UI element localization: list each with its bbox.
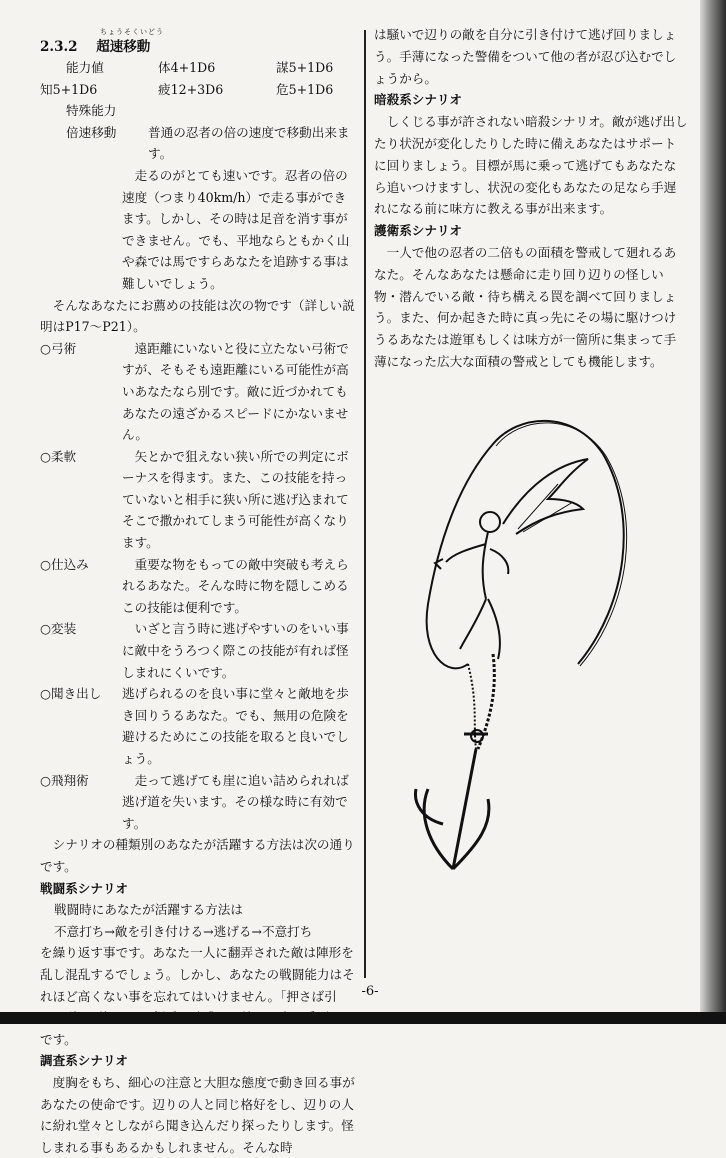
- skill-entry: [40, 446, 358, 554]
- investigation-body: 度胸をもち、細心の注意と大胆な態度で動き回る事があなたの使命です。辺りの人と同じ格好をし、辺りの人に紛れ堂々としながら聞き込んだり探ったりします。怪しまれる事もあるかもしれません。そんな時: [40, 1074, 355, 1155]
- combat-heading: 戦闘系シナリオ: [40, 880, 129, 896]
- ability-description: 走るのがとても速いです。忍者の倍の速度（つまり40km/h）で走る事ができます。しかし、その時は足音を消す事ができません。でも、平地ならともかく山や森では馬ですらあなたを追跡する事は難しいでしょう。: [122, 167, 350, 291]
- stat-cell: 能力値: [66, 60, 104, 75]
- section-number: 2.3.2: [40, 39, 78, 55]
- stat-cell: 危5+1D6: [276, 81, 334, 97]
- skill-text: 遠距離にいないと役に立たない弓術ですが、そもそも遠距離にいる可能性が高いあなたなら別です。敵に近づかれてもあなたの遠ざかるスピードにかないません。: [122, 340, 349, 443]
- guard-heading: 護衛系シナリオ: [374, 223, 463, 239]
- stat-cell: 知5+1D6: [40, 81, 98, 97]
- ninja-illustration: [398, 404, 636, 900]
- investigation-heading: 調査系シナリオ: [40, 1053, 129, 1069]
- bottom-border: [0, 1012, 726, 1024]
- skills-intro: そんなあなたにお薦めの技能は次の物です（詳しい説明はP17〜P21）。: [40, 297, 355, 335]
- guard-body: 一人で他の忍者の二倍もの面積を警戒して廻れるあなた。そんなあなたは懸命に走り回り辺りの怪しい物・潜んでいる敵・待ち構える罠を調べて回りましょう。また、何か起きた時に真っ先にその場に駆けつけうるあなたは遊軍もしくは味方が一箇所に集まって手薄になった広大な面積の警戒としても機能します。: [374, 244, 677, 369]
- combat-line2: 不意打ち→敵を引き付ける→逃げる→不意打ち: [54, 923, 313, 939]
- right-column: [374, 24, 688, 373]
- skill-name: ○変装: [40, 621, 77, 637]
- skill-text: 逃げられるのを良い事に堂々と敵地を歩き回りうるあなた。でも、無用の危険を避けるためにこの技能を取ると良いでしょう。: [122, 686, 349, 766]
- section-ruby: ちょうそくいどう: [100, 28, 164, 36]
- skill-name: ○柔軟: [40, 448, 77, 464]
- scenario-intro: シナリオの種類別のあなたが活躍する方法は次の通りです。: [40, 837, 355, 874]
- skill-entry: [40, 338, 358, 446]
- page-edge-shadow: [700, 0, 726, 1024]
- skill-entry: [40, 683, 358, 769]
- rope-loop: [427, 421, 624, 668]
- skill-name: ○弓術: [40, 340, 77, 356]
- combat-body: を繰り返す事です。あなた一人に翻弄された敵は陣形を乱し混乱するでしょう。しかし、あなたの戦闘能力はそれほど高くない事を忘れてはいけません。「押さば引 です。: [40, 945, 355, 1047]
- assassination-body: しくじる事が許されない暗殺シナリオ。敵が逃げ出したり状況が変化したりした時に備えあなたはサポートに回りましょう。目標が馬に乗って逃げてもあなたなら追いつけますし、状況の変化もあなたの足なら手遅れになる前に味方に教える事が出来ます。: [374, 114, 688, 217]
- skill-text: 重要な物をもっての敵中突破も考えられるあなた。そんな時に物を隠しこめるこの技能は便利です。: [122, 556, 349, 615]
- skill-name: ○飛翔術: [40, 772, 89, 788]
- stats-block: [40, 79, 358, 101]
- ability-entry: [40, 122, 358, 165]
- column-divider: [364, 30, 366, 978]
- assassination-heading: 暗殺系シナリオ: [374, 92, 463, 108]
- stat-cell: 疲12+3D6: [158, 81, 224, 97]
- ninja-head: [480, 512, 500, 532]
- special-ability-label: 特殊能力: [66, 103, 117, 119]
- skill-text: いざと言う時に逃げやすいのをいい事に敵中をうろつく際この技能が有れば怪しまれにくいです。: [122, 621, 349, 680]
- ability-name: 倍速移動: [66, 124, 117, 140]
- combat-line1: 戦闘時にあなたが活躍する方法は: [54, 902, 243, 918]
- skill-entry: [40, 618, 358, 683]
- ninja-body: [446, 532, 508, 599]
- section-title: 超速移動: [96, 39, 151, 55]
- investigation-continued: は騒いで辺りの敵を自分に引き付けて逃げ回りましょう。手薄になった警備をついて他の者が忍び込むでしょうから。: [374, 27, 677, 86]
- stat-cell: 謀5+1D6: [276, 60, 334, 75]
- skill-name: ○聞き出し: [40, 686, 102, 702]
- skill-name: ○仕込み: [40, 556, 89, 572]
- section-heading: [40, 37, 358, 57]
- skill-text: 走って逃げても崖に追い詰められれば逃げ道を失います。その様な時に有効です。: [122, 772, 349, 831]
- grappling-hook: [415, 734, 488, 869]
- stat-cell: 体4+1D6: [158, 60, 216, 75]
- left-column: [40, 28, 358, 1158]
- skill-entry: [40, 770, 358, 835]
- stats-block: [40, 57, 358, 79]
- ability-text: 普通の忍者の倍の速度で移動出来ます。: [148, 124, 350, 162]
- page-number: -6-: [361, 984, 379, 999]
- skill-text: 矢とかで狙えない狭い所での判定にボーナスを得ます。また、この技能を持っていないと相手に狭い所に逃げ込まれてそこで撒かれてしまう可能性が高くなります。: [122, 448, 349, 551]
- wing: [503, 459, 588, 534]
- skill-entry: [40, 554, 358, 619]
